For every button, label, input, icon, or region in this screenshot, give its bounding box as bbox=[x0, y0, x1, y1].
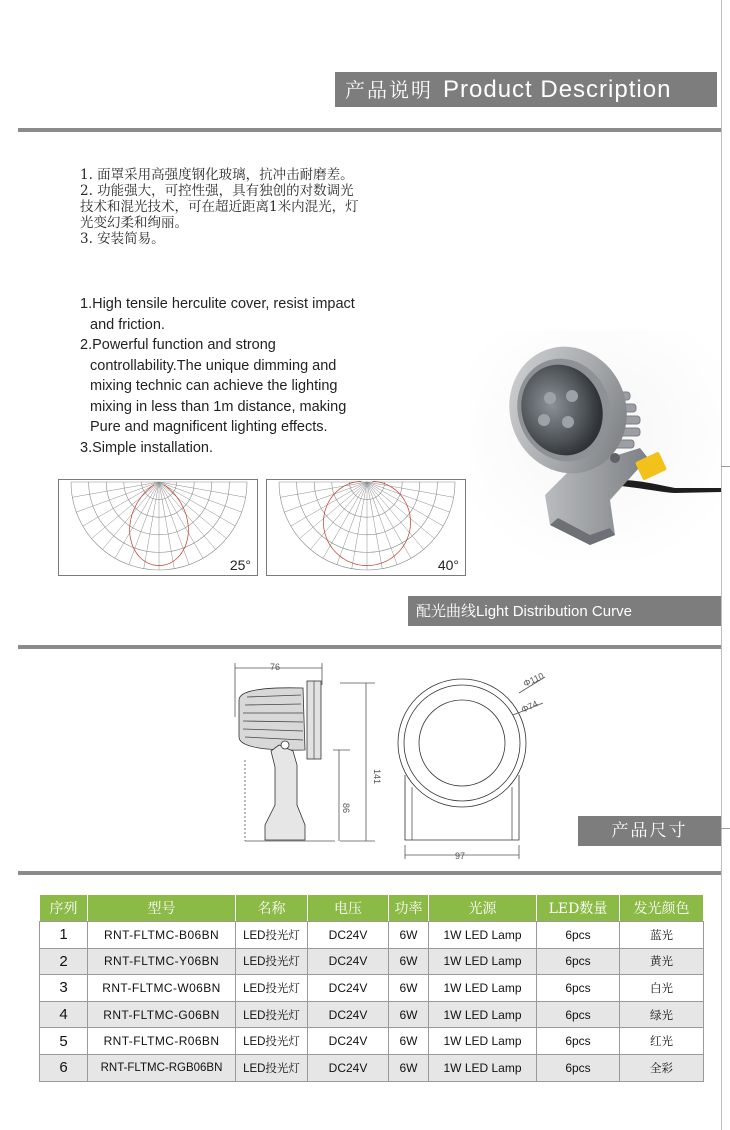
table-row bbox=[40, 1028, 704, 1055]
curve-title-en: Light Distribution Curve bbox=[476, 603, 632, 620]
cell-color: 蓝光 bbox=[620, 922, 704, 949]
dim-width-label: 76 bbox=[270, 662, 281, 672]
cell-index: 6 bbox=[40, 1054, 88, 1081]
cell-name: LED投光灯 bbox=[236, 975, 308, 1002]
cell-index: 2 bbox=[40, 948, 88, 975]
spec-table bbox=[39, 894, 704, 1082]
cell-led-count: 6pcs bbox=[537, 1001, 620, 1028]
cell-model: RNT-FLTMC-G06BN bbox=[88, 1001, 236, 1028]
cell-led-count: 6pcs bbox=[537, 948, 620, 975]
cell-index: 4 bbox=[40, 1001, 88, 1028]
header-cell-index: 序列 bbox=[40, 895, 88, 922]
divider-bar bbox=[18, 128, 721, 132]
cell-voltage: DC24V bbox=[308, 1054, 389, 1081]
cell-model: RNT-FLTMC-Y06BN bbox=[88, 948, 236, 975]
cell-light-source: 1W LED Lamp bbox=[429, 922, 537, 949]
cell-voltage: DC24V bbox=[308, 1028, 389, 1055]
dim-inner-diameter-label: Φ74 bbox=[519, 698, 540, 715]
cell-power: 6W bbox=[389, 1028, 429, 1055]
header-cell-color: 发光颜色 bbox=[620, 895, 704, 922]
description-en bbox=[80, 294, 460, 458]
cell-led-count: 6pcs bbox=[537, 922, 620, 949]
cell-power: 6W bbox=[389, 948, 429, 975]
cell-model: RNT-FLTMC-W06BN bbox=[88, 975, 236, 1002]
header-cell-light-source: 光源 bbox=[429, 895, 537, 922]
cell-index: 3 bbox=[40, 975, 88, 1002]
dim-height-bracket-label: 86 bbox=[341, 803, 351, 814]
dim-height-total-label: 141 bbox=[372, 769, 382, 785]
cell-color: 白光 bbox=[620, 975, 704, 1002]
cell-name: LED投光灯 bbox=[236, 1028, 308, 1055]
light-curve-40-panel bbox=[266, 479, 466, 576]
light-curve-25-panel bbox=[58, 479, 258, 576]
description-cn-line: 光变幻柔和绚丽。 bbox=[80, 215, 188, 231]
cell-light-source: 1W LED Lamp bbox=[429, 1001, 537, 1028]
cell-name: LED投光灯 bbox=[236, 948, 308, 975]
description-en-line: mixing technic can achieve the lighting bbox=[90, 378, 338, 394]
description-en-line: and friction. bbox=[90, 316, 165, 333]
cell-led-count: 6pcs bbox=[537, 1054, 620, 1081]
cell-name: LED投光灯 bbox=[236, 1054, 308, 1081]
cell-light-source: 1W LED Lamp bbox=[429, 1054, 537, 1081]
description-en-line: 1.High tensile herculite cover, resist impact bbox=[80, 296, 355, 312]
cell-voltage: DC24V bbox=[308, 948, 389, 975]
dim-outer-diameter-label: Φ110 bbox=[521, 670, 546, 689]
description-cn-line: 3. 安装简易。 bbox=[80, 231, 165, 247]
cell-light-source: 1W LED Lamp bbox=[429, 1028, 537, 1055]
cell-index: 1 bbox=[40, 922, 88, 949]
table-row bbox=[40, 922, 704, 949]
cell-power: 6W bbox=[389, 1001, 429, 1028]
cell-name: LED投光灯 bbox=[236, 922, 308, 949]
description-en-line: controllability.The unique dimming and bbox=[90, 357, 337, 374]
section-title-light-curve bbox=[408, 596, 721, 626]
header-cell-model: 型号 bbox=[88, 895, 236, 922]
cell-power: 6W bbox=[389, 1054, 429, 1081]
cell-led-count: 6pcs bbox=[537, 1028, 620, 1055]
cell-model: RNT-FLTMC-R06BN bbox=[88, 1028, 236, 1055]
description-en-line: 3.Simple installation. bbox=[80, 439, 213, 456]
cell-color: 绿光 bbox=[620, 1001, 704, 1028]
cell-color: 全彩 bbox=[620, 1054, 704, 1081]
cell-light-source: 1W LED Lamp bbox=[429, 948, 537, 975]
page-edge-line bbox=[721, 0, 722, 1130]
description-cn-line: 技术和混光技术，可在超近距离1米内混光，灯 bbox=[80, 199, 359, 215]
table-header-row bbox=[40, 895, 704, 922]
cell-power: 6W bbox=[389, 975, 429, 1002]
description-cn-line: 2. 功能强大，可控性强，具有独创的对数调光 bbox=[80, 183, 354, 199]
cell-model: RNT-FLTMC-B06BN bbox=[88, 922, 236, 949]
description-cn-line: 1. 面罩采用高强度钢化玻璃，抗冲击耐磨差。 bbox=[80, 167, 354, 183]
header-cell-name: 名称 bbox=[236, 895, 308, 922]
dimension-drawing bbox=[225, 655, 565, 865]
section-title-product-description bbox=[335, 72, 717, 107]
description-cn bbox=[80, 167, 460, 247]
cell-voltage: DC24V bbox=[308, 1001, 389, 1028]
header-cell-voltage: 电压 bbox=[308, 895, 389, 922]
cell-color: 黄光 bbox=[620, 948, 704, 975]
cell-voltage: DC24V bbox=[308, 922, 389, 949]
curve-title-cn: 配光曲线 bbox=[416, 602, 477, 620]
description-en-line: mixing in less than 1m distance, making bbox=[90, 398, 347, 415]
cell-led-count: 6pcs bbox=[537, 975, 620, 1002]
description-en-line: Pure and magnificent lighting effects. bbox=[90, 419, 328, 435]
curve-angle-label: 25° bbox=[229, 557, 251, 573]
cell-voltage: DC24V bbox=[308, 975, 389, 1002]
table-row bbox=[40, 975, 704, 1002]
header-cell-power: 功率 bbox=[389, 895, 429, 922]
divider-bar bbox=[18, 645, 721, 649]
section-title-product-size: 产品尺寸 bbox=[578, 816, 721, 846]
cell-name: LED投光灯 bbox=[236, 1001, 308, 1028]
cell-model: RNT-FLTMC-RGB06BN bbox=[88, 1054, 236, 1081]
cell-index: 5 bbox=[40, 1028, 88, 1055]
header-cell-led-count: LED数量 bbox=[537, 895, 620, 922]
side-view bbox=[235, 663, 375, 841]
title-en: Product Description bbox=[443, 76, 672, 103]
cell-color: 红光 bbox=[620, 1028, 704, 1055]
curve-angle-label: 40° bbox=[437, 557, 459, 573]
dim-base-width-label: 97 bbox=[455, 851, 466, 861]
table-row bbox=[40, 1001, 704, 1028]
table-row bbox=[40, 1054, 704, 1081]
divider-bar bbox=[18, 871, 721, 875]
cell-light-source: 1W LED Lamp bbox=[429, 975, 537, 1002]
cell-power: 6W bbox=[389, 922, 429, 949]
title-cn: 产品说明 bbox=[345, 78, 433, 102]
description-en-line: 2.Powerful function and strong bbox=[80, 337, 276, 353]
lamp-product-photo bbox=[470, 330, 721, 560]
table-row bbox=[40, 948, 704, 975]
